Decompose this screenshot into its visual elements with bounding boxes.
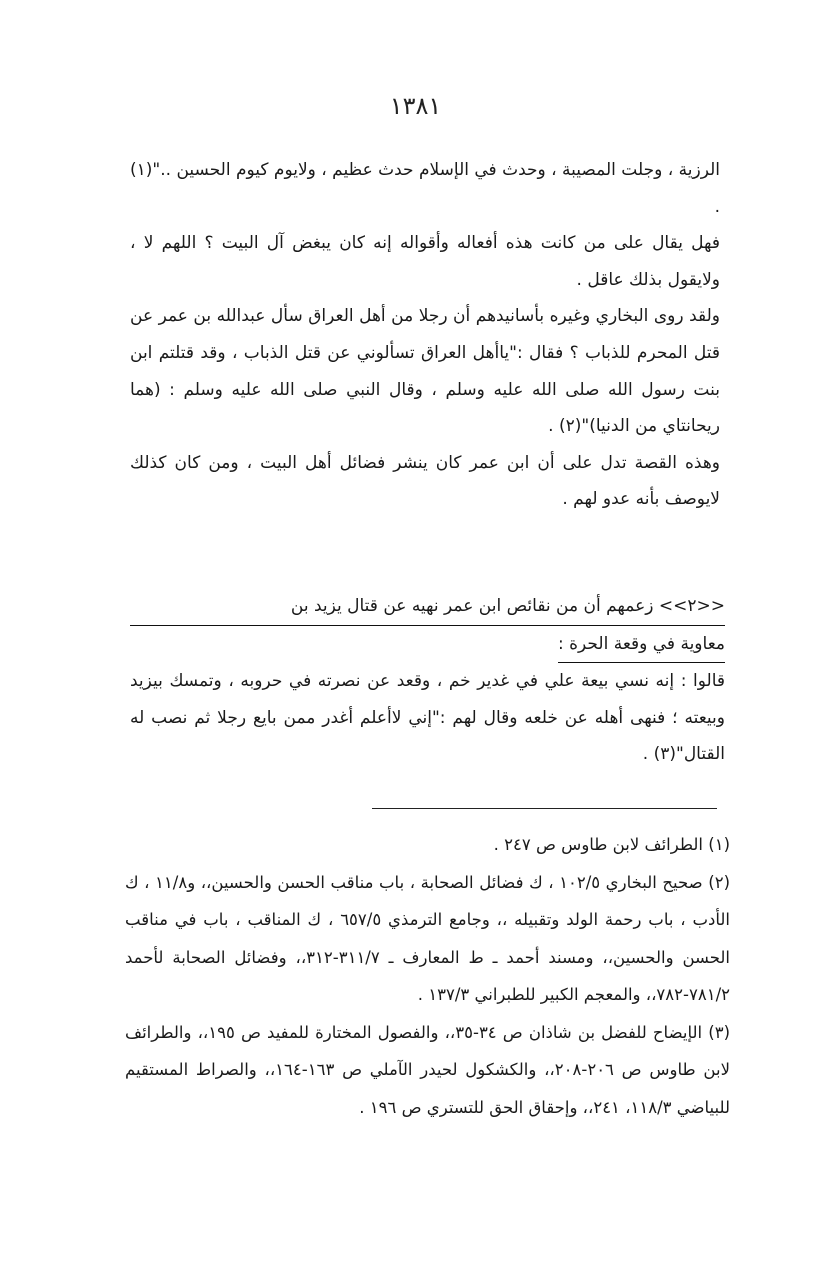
section-heading-line-1: <<٢>> زعمهم أن من نقائص ابن عمر نهيه عن قتال يزيد بن <box>130 588 725 626</box>
body-paragraph-3: ولقد روى البخاري وغيره بأسانيدهم أن رجلا من أهل العراق سأل عبدالله بن عمر عن قتل المحرم للذباب ؟ فقال :"ياأهل العراق تسألوني عن قتل الذباب ، وقد قتلتم ابن بنت رسول الله صلى الله عليه وسلم ، وقال النبي صلى الله عليه وسلم : (هما ريحانتاي من الدنيا)"(٢) . <box>130 306 720 437</box>
footnotes <box>125 826 730 1126</box>
body-paragraph-1: الرزية ، وجلت المصيبة ، وحدث في الإسلام حدث عظيم ، ولايوم كيوم الحسين .."(١) . <box>130 160 720 217</box>
body-text <box>130 152 720 518</box>
section-paragraph: قالوا : إنه نسي بيعة علي في غدير خم ، وقعد عن نصرته في حروبه ، وتمسك بيزيد وبيعته ؛ فنهى أهله عن خلعه وقال لهم :"إني لاأعلم أغدر ممن بايع رجلا ثم نصب له القتال"(٣) . <box>130 671 725 765</box>
section-heading-line-2: معاوية في وقعة الحرة : <box>558 626 725 664</box>
footnote-3: (٣) الإيضاح للفضل بن شاذان ص ٣٤-٣٥،، والفصول المختارة للمفيد ص ١٩٥،، والطرائف لابن طاوس ص ٢٠٦-٢٠٨،، والكشكول لحيدر الآملي ص ١٦٣-١٦٤،، والصراط المستقيم للبياضي ١١٨/٣، ٢٤١،، وإحقاق الحق للتستري ص ١٩٦ . <box>125 1022 730 1117</box>
footnote-1: (١) الطرائف لابن طاوس ص ٢٤٧ . <box>493 835 730 854</box>
page-number: ١٣٨١ <box>389 92 442 120</box>
body-paragraph-4: وهذه القصة تدل على أن ابن عمر كان ينشر فضائل أهل البيت ، ومن كان كذلك لايوصف بأنه عدو لهم . <box>130 452 720 510</box>
section-2 <box>130 588 725 773</box>
footnote-separator <box>372 808 717 809</box>
footnote-2: (٢) صحيح البخاري ١٠٢/٥ ، ك فضائل الصحابة ، باب مناقب الحسن والحسين،، و١١/٨ ، ك الأدب ، باب رحمة الولد وتقبيله ،، وجامع الترمذي ٦٥٧/٥ ، ك المناقب ، باب في مناقب الحسن والحسين،، ومسند أحمد ـ ط المعارف ـ ٣١١/٧-٣١٢،، وفضائل الصحابة لأحمد ٧٨١/٢-٧٨٢،، والمعجم الكبير للطبراني ١٣٧/٣ . <box>125 872 730 1004</box>
body-paragraph-2: فهل يقال على من كانت هذه أفعاله وأقواله إنه كان يبغض آل البيت ؟ اللهم لا ، ولايقول بذلك عاقل . <box>130 233 720 290</box>
